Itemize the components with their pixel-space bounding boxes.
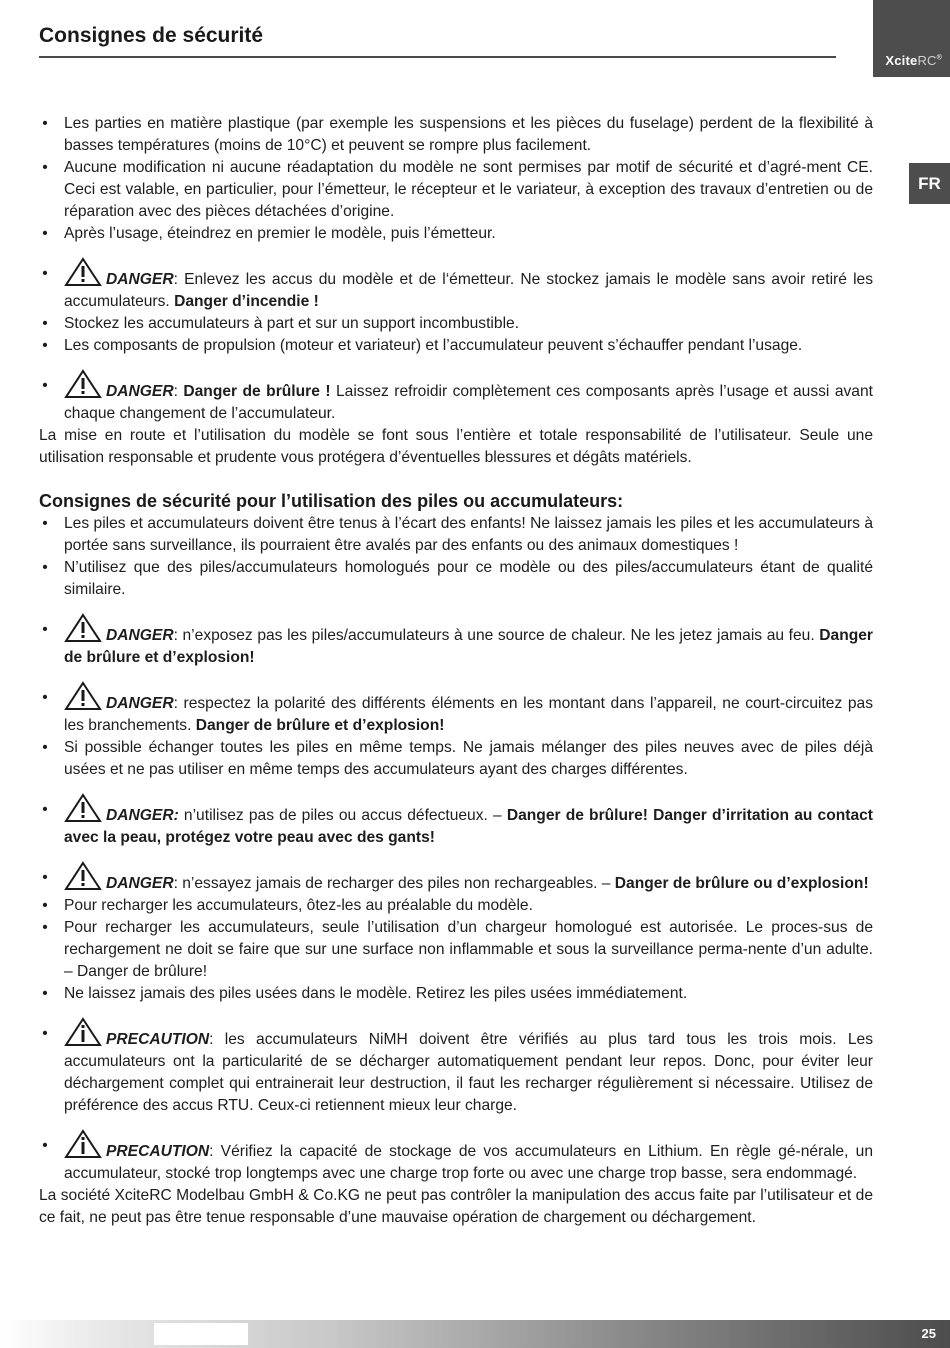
liability-note: La société XciteRC Modelbau GmbH & Co.KG ne peut pas contrôler la manipulation des accus faite par l’utilisateur et de ce fait, ne peut pas être tenue responsable d’une mauvaise opération de chargement ou déchargement. <box>39 1187 873 1226</box>
list-item: • Aucune modification ni aucune réadaptation du modèle ne sont permises par motif de sécurité et d’agré-ment CE. Ceci est valable, en particulier, pour l’émetteur, le récepteur et le variateur, à exception des travaux d’entretien ou de réparation avec des pièces détachées d’origine. <box>42 159 873 220</box>
warning-triangle-icon <box>64 613 102 643</box>
precaution-item: • PRECAUTION: les accumulateurs NiMH doivent être vérifiés au plus tard tous les trois mois. Les accumulateurs ont la particularité de se décharger automatiquement pendant leur repos. Donc, pour éviter leur déchargement complet qui entrainerait leur destruction, il faut les recharger régulièrement si nécessaire. Utilisez de préférence des accus RTU. Ceux-ci retiennent mieux leur charge. <box>39 1017 873 1117</box>
page-title: Consignes de sécurité <box>39 24 264 47</box>
danger-item: • DANGER: respectez la polarité des différents éléments en les montant dans l’appareil, ne court-circuitez pas les branchements. Danger de brûlure et d’explosion! <box>39 681 873 737</box>
warning-triangle-icon <box>64 861 102 891</box>
list-item: • Pour recharger les accumulateurs, seule l’utilisation d’un chargeur homologué est autorisée. Le proces-sus de rechargement ne doit se faire que sur une surface non inflammable et sous la surveillance perma-nente d’un adulte. – Danger de brûlure! <box>42 919 873 980</box>
list-item: • Après l’usage, éteindrez en premier le modèle, puis l’émetteur. <box>42 225 496 242</box>
precaution-item: • PRECAUTION: Vérifiez la capacité de stockage de vos accumulateurs en Lithium. En règle gé-nérale, un accumulateur, stocké trop longtemps avec une charge trop forte ou avec une charge trop basse, sera endommagé. <box>39 1129 873 1185</box>
safety-list <box>39 113 873 425</box>
warning-triangle-icon <box>64 257 102 287</box>
footer-bar <box>0 1320 950 1348</box>
danger-item: • DANGER: n’essayez jamais de recharger des piles non rechargeables. – Danger de brûlure ou d’explosion! <box>39 861 873 895</box>
warning-triangle-icon <box>64 681 102 711</box>
info-triangle-icon <box>64 1017 102 1047</box>
footer-accent <box>154 1323 248 1345</box>
danger-item: • DANGER: Enlevez les accus du modèle et de l‘émetteur. Ne stockez jamais le modèle sans avoir retiré les accumulateurs. Danger d’incendie ! <box>39 257 873 313</box>
brand-logo-box <box>873 0 950 77</box>
battery-safety-list <box>39 513 873 1185</box>
brand-logo: XciteRC® <box>885 53 942 68</box>
list-item: • Ne laissez jamais des piles usées dans le modèle. Retirez les piles usées immédiatement. <box>42 985 688 1002</box>
section-heading: Consignes de sécurité pour l’utilisation des piles ou accumulateurs: <box>39 491 624 511</box>
list-item: • Si possible échanger toutes les piles en même temps. Ne jamais mélanger des piles neuves avec de piles déjà usées et ne pas utiliser en même temps des accumulateurs ayant des charges différentes. <box>42 739 873 778</box>
warning-triangle-icon <box>64 793 102 823</box>
list-item: • N’utilisez que des piles/accumulateurs homologués pour ce modèle ou des piles/accumulateurs étant de qualité similaire. <box>42 559 873 598</box>
responsibility-note: La mise en route et l’utilisation du modèle se font sous l’entière et totale responsabilité de l’utilisateur. Seule une utilisation responsable et prudente vous protégera d’éventuelles blessures et dégâts matériels. <box>39 427 873 466</box>
list-item: • Les parties en matière plastique (par exemple les suspensions et les pièces du fuselage) perdent de la flexibilité à basses températures (moins de 10°C) et peuvent se rompre plus facilement. <box>42 115 873 154</box>
list-item: • Les piles et accumulateurs doivent être tenus à l’écart des enfants! Ne laissez jamais les piles et les accumulateurs à portée sans surveillance, ils pourraient être avalés par des enfants ou des animaux domestiques ! <box>42 515 873 554</box>
danger-item: • DANGER: n’utilisez pas de piles ou accus défectueux. – Danger de brûlure! Danger d’irritation au contact avec la peau, protégez votre peau avec des gants! <box>39 793 873 849</box>
danger-item: • DANGER: n’exposez pas les piles/accumulateurs à une source de chaleur. Ne les jetez jamais au feu. Danger de brûlure et d’explosion! <box>39 613 873 669</box>
list-item: • Les composants de propulsion (moteur et variateur) et l’accumulateur peuvent s’échauffer pendant l’usage. <box>42 337 803 354</box>
info-triangle-icon <box>64 1129 102 1159</box>
list-item: • Pour recharger les accumulateurs, ôtez-les au préalable du modèle. <box>42 897 533 914</box>
list-item: • Stockez les accumulateurs à part et sur un support incombustible. <box>42 315 520 332</box>
main-content <box>39 113 873 1229</box>
language-tab: FR <box>909 163 950 204</box>
danger-item: • DANGER: Danger de brûlure ! Laissez refroidir complètement ces composants après l’usage et aussi avant chaque changement de l’accumulateur. <box>39 369 873 425</box>
page-number: 25 <box>921 1326 936 1341</box>
title-divider <box>39 56 836 58</box>
warning-triangle-icon <box>64 369 102 399</box>
